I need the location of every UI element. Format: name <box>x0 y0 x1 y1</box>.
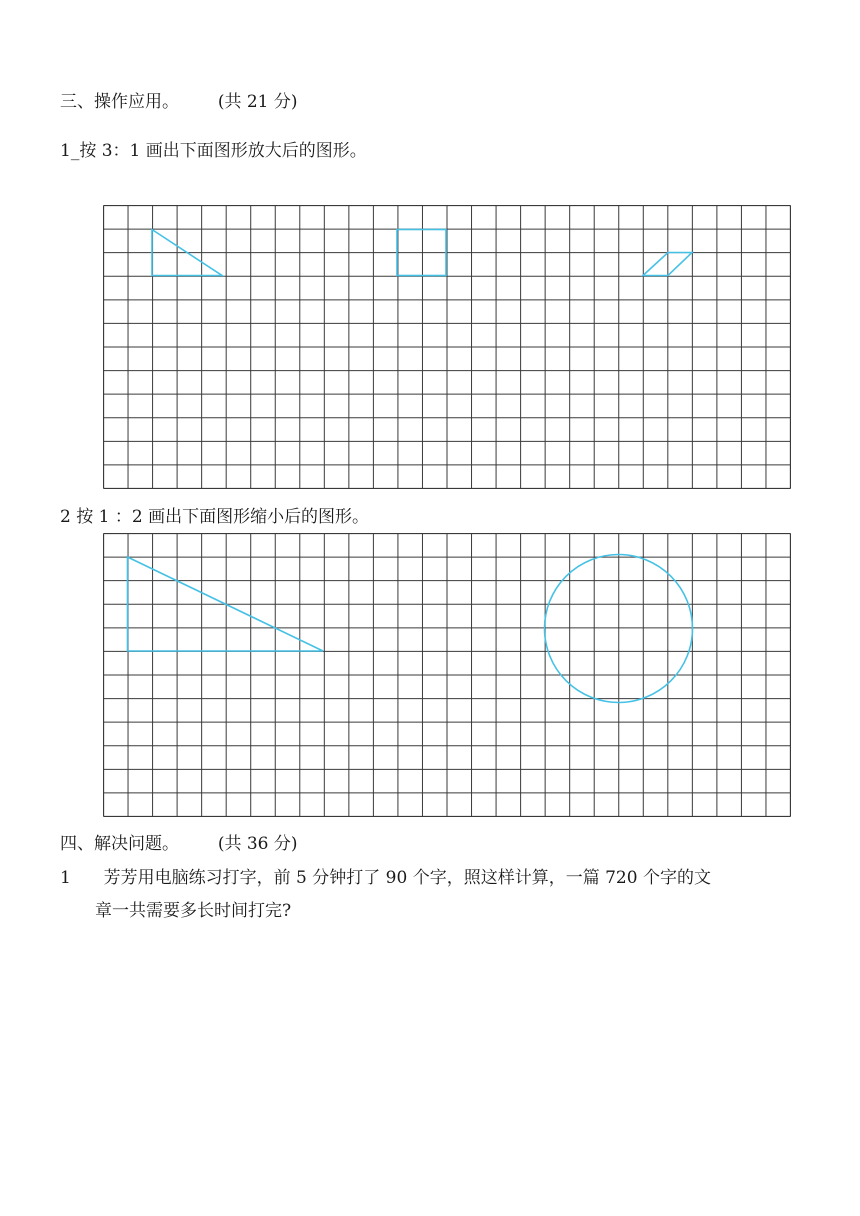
grid-lines <box>104 206 791 489</box>
grid-lines <box>104 534 791 817</box>
problem-1-line-1 <box>60 868 711 888</box>
section-4-points: (共 36 分) <box>217 834 298 854</box>
problem-1-text: 芳芳用电脑练习打字，前 5 分钟打了 90 个字，照这样计算，一篇 720 个字的文 <box>103 868 711 888</box>
section-4-heading <box>60 834 298 854</box>
grid-shrink <box>103 533 791 817</box>
problem-1-number: 1 <box>60 868 71 888</box>
task-2-instruction: 2 按 1 ：2 画出下面图形缩小后的图形。 <box>60 507 370 527</box>
section-3-heading <box>60 92 298 112</box>
section-4-title: 四、解决问题。 <box>60 834 179 854</box>
grid-enlarge <box>103 205 791 489</box>
section-3-title: 三、操作应用。 <box>60 92 179 112</box>
grid-shrink-canvas <box>103 533 791 817</box>
grid-enlarge-canvas <box>103 205 791 489</box>
section-3-points: (共 21 分) <box>217 92 298 112</box>
task-1-instruction: 1_按 3：1 画出下面图形放大后的图形。 <box>60 141 367 161</box>
problem-1-line-2: 章一共需要多长时间打完? <box>95 901 292 921</box>
